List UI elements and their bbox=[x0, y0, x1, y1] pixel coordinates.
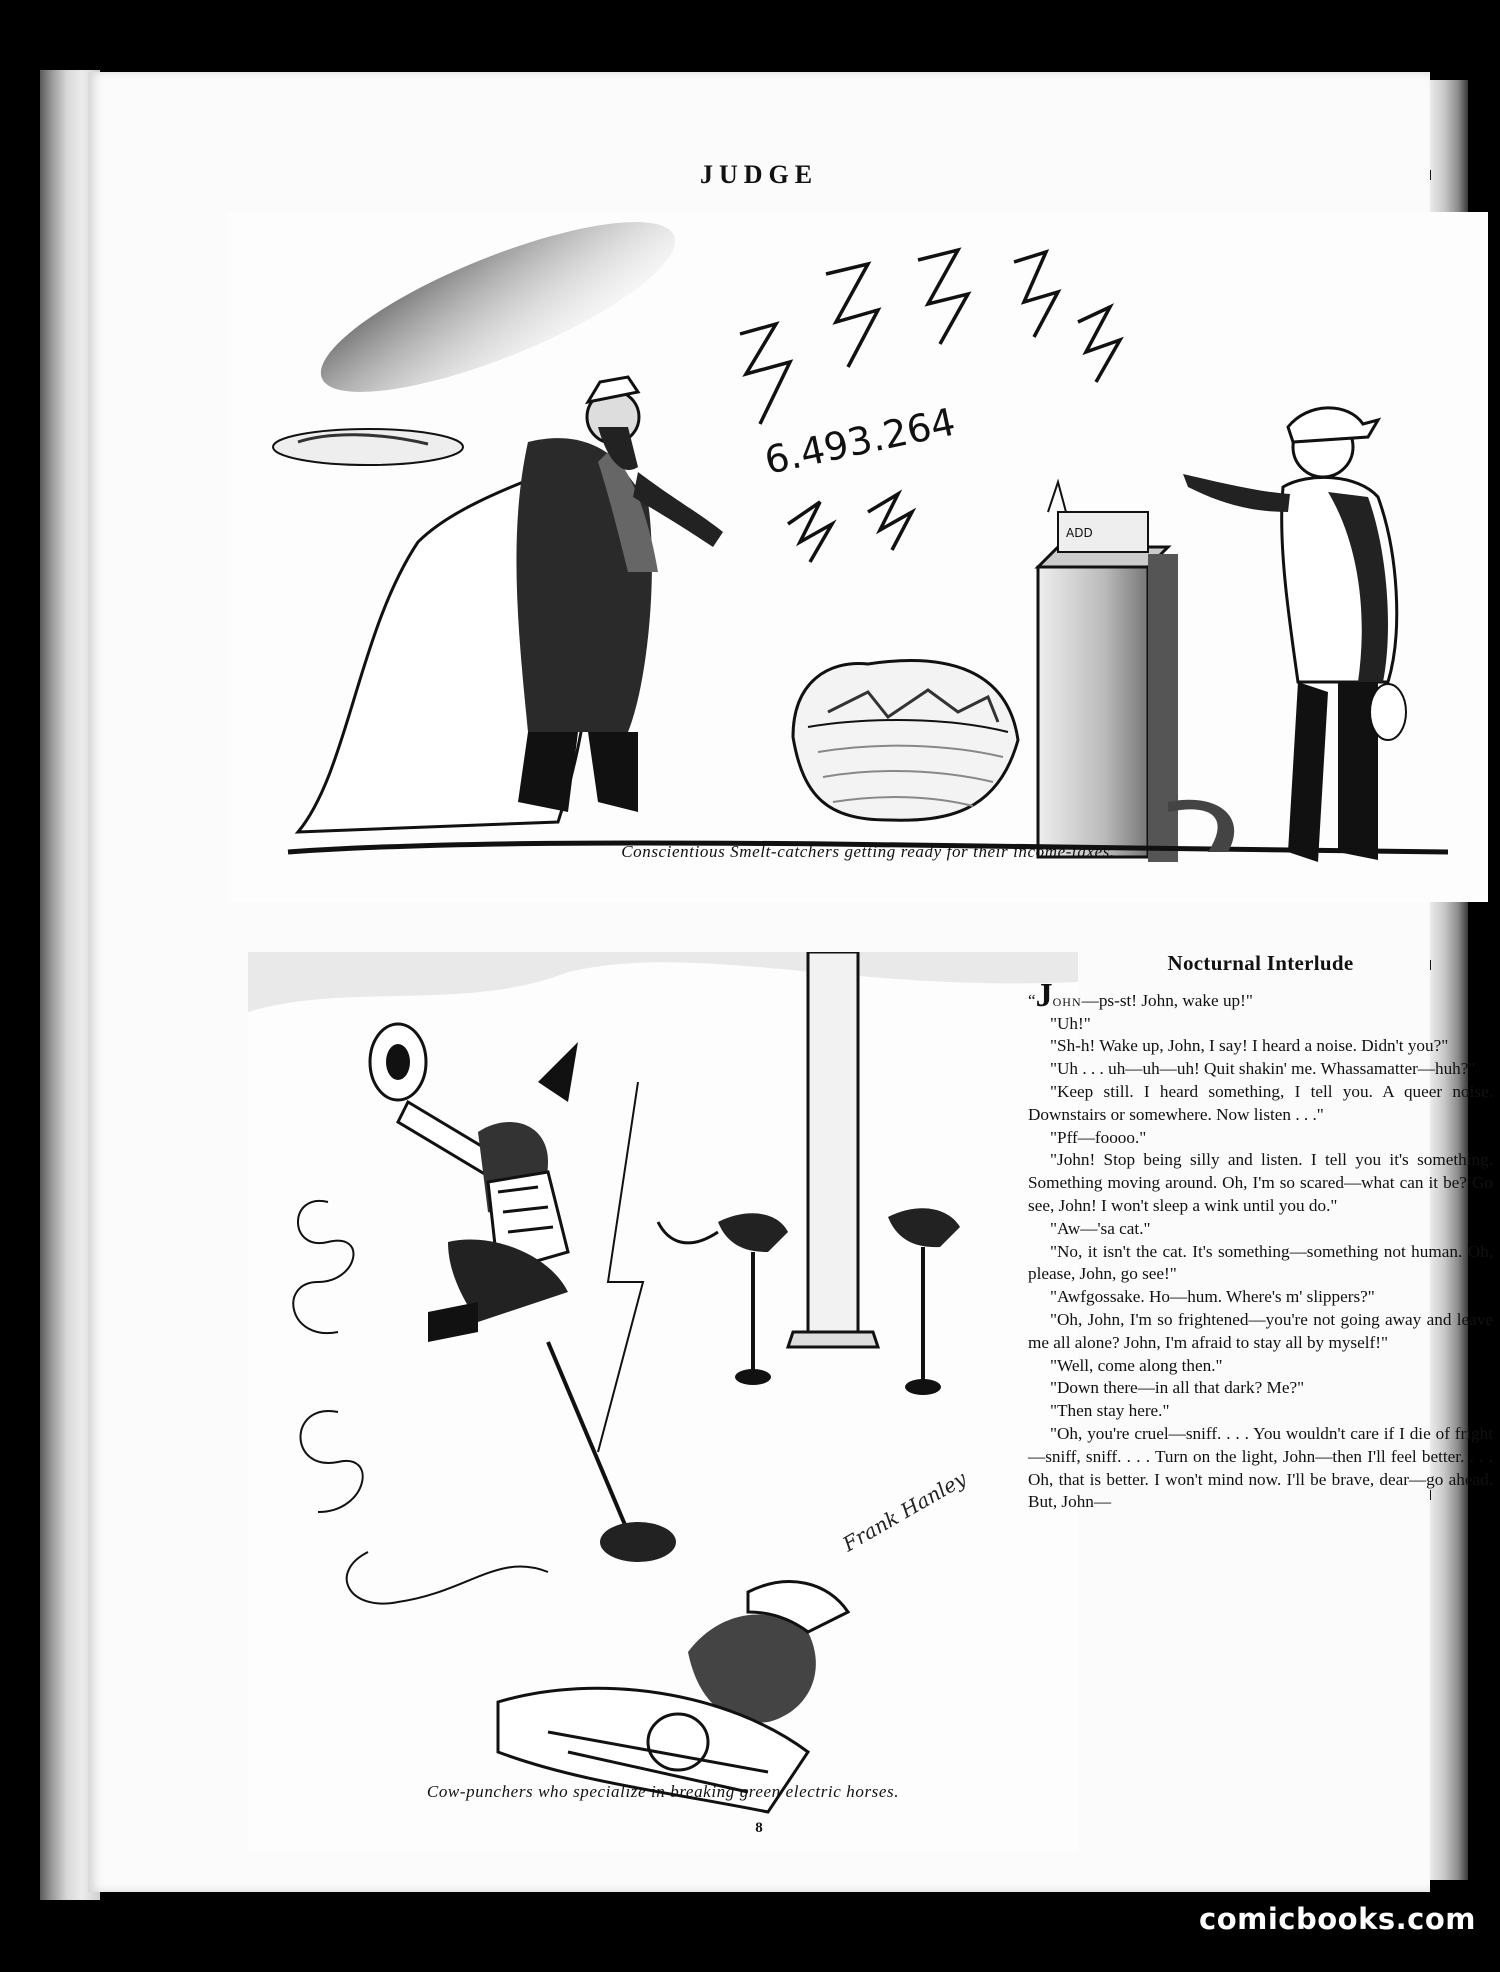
paragraph-text: "Well, come along then." bbox=[1050, 1355, 1223, 1375]
article-body bbox=[1028, 976, 1493, 1514]
article-paragraph bbox=[1028, 1035, 1493, 1058]
paragraph-text: "Then stay here." bbox=[1050, 1401, 1170, 1421]
adding-machine bbox=[1038, 482, 1178, 862]
article-paragraph bbox=[1028, 1400, 1493, 1423]
article-paragraph bbox=[1028, 1241, 1493, 1287]
paragraph-text: "Oh, John, I'm so frightened—you're not going away and leave me all alone? John, I'm afraid to stay all by myself!" bbox=[1028, 1309, 1493, 1352]
page-number: 8 bbox=[755, 1820, 763, 1836]
fish-basket bbox=[793, 661, 1018, 821]
paragraph-text: —ps-st! John, wake up!" bbox=[1081, 990, 1253, 1010]
nocturnal-interlude-article bbox=[1028, 952, 1493, 1514]
article-paragraph bbox=[1028, 1377, 1493, 1400]
fallen-cowboy-figure bbox=[498, 1582, 848, 1812]
paragraph-text: "Keep still. I heard something, I tell you. A queer noise. Downstairs or somewhere. Now listen . . ." bbox=[1028, 1081, 1493, 1124]
article-paragraph bbox=[1028, 1081, 1493, 1127]
cow-punchers-illustration bbox=[248, 952, 1078, 1852]
article-paragraph bbox=[1028, 1286, 1493, 1309]
article-paragraph bbox=[1028, 1355, 1493, 1378]
smelt-catcher-right-figure bbox=[1183, 408, 1406, 862]
smelt-catchers-cartoon bbox=[228, 212, 1488, 902]
drop-cap: J bbox=[1035, 976, 1053, 1014]
sky-wash bbox=[248, 952, 1078, 1012]
paragraph-text: "Pff—foooo." bbox=[1050, 1127, 1147, 1147]
carousel-pole bbox=[808, 952, 858, 1332]
article-paragraph bbox=[1028, 1058, 1493, 1081]
lightning-bolt bbox=[598, 1082, 643, 1452]
paragraph-text: "No, it isn't the cat. It's something—something not human. Oh, please, John, go see!" bbox=[1028, 1241, 1493, 1284]
article-paragraph: “John—ps-st! John, wake up!" bbox=[1028, 976, 1253, 1014]
watermark: comicbooks.com bbox=[1199, 1902, 1476, 1936]
cartoon-caption-bottom: Cow-punchers who specialize in breaking green electric horses. bbox=[426, 1782, 900, 1801]
article-title: Nocturnal Interlude bbox=[1167, 951, 1354, 975]
article-paragraph bbox=[1028, 1013, 1493, 1036]
masthead: JUDGE bbox=[699, 160, 819, 189]
paragraph-text: "Down there—in all that dark? Me?" bbox=[1050, 1378, 1305, 1398]
paragraph-text: "Uh!" bbox=[1050, 1013, 1091, 1033]
article-paragraph bbox=[1028, 1423, 1493, 1514]
paragraph-text: "Oh, you're cruel—sniff. . . . You wouldn't care if I die of fright—sniff, sniff. . . . Turn on the light, John—then I'll feel better. . . . Oh, that is better. I won't mind now. I'll be brave, dear—go ahead. But, John— bbox=[1028, 1423, 1493, 1512]
paragraph-text: "Aw—'sa cat." bbox=[1050, 1218, 1151, 1238]
cow-punchers-cartoon bbox=[248, 952, 1078, 1852]
cowboy-rider-figure bbox=[370, 1024, 676, 1562]
paragraph-text: "Awfgossake. Ho—hum. Where's m' slippers?" bbox=[1050, 1287, 1375, 1307]
smelt-catcher-left-figure bbox=[273, 377, 723, 832]
article-paragraph bbox=[1028, 1218, 1493, 1241]
pressure-number-sign: 6.493.264 bbox=[760, 399, 960, 483]
small-caps-run: ohn bbox=[1052, 990, 1082, 1010]
register-label: ADD bbox=[1066, 526, 1093, 540]
paragraph-text: "John! Stop being silly and listen. I tell you it's something. Something moving around. Oh, I'm so scared—what can it be? Go see, John! I won't sleep a wink until you do." bbox=[1028, 1150, 1493, 1215]
magazine-page bbox=[88, 72, 1493, 1892]
paragraph-text: "Sh-h! Wake up, John, I say! I heard a noise. Didn't you?" bbox=[1050, 1036, 1449, 1056]
article-paragraph bbox=[1028, 1127, 1493, 1150]
paragraph-text: "Uh . . . uh—uh—uh! Quit shakin' me. Whassamatter—huh?" bbox=[1050, 1059, 1476, 1079]
smelt-catchers-illustration bbox=[228, 212, 1488, 902]
article-paragraph bbox=[1028, 1149, 1493, 1217]
article-paragraph bbox=[1028, 1309, 1493, 1355]
cartoon-caption-top: Conscientious Smelt-catchers getting ready for their income-taxes. bbox=[621, 842, 1115, 861]
artist-signature: Frank Hanley bbox=[838, 1466, 971, 1557]
